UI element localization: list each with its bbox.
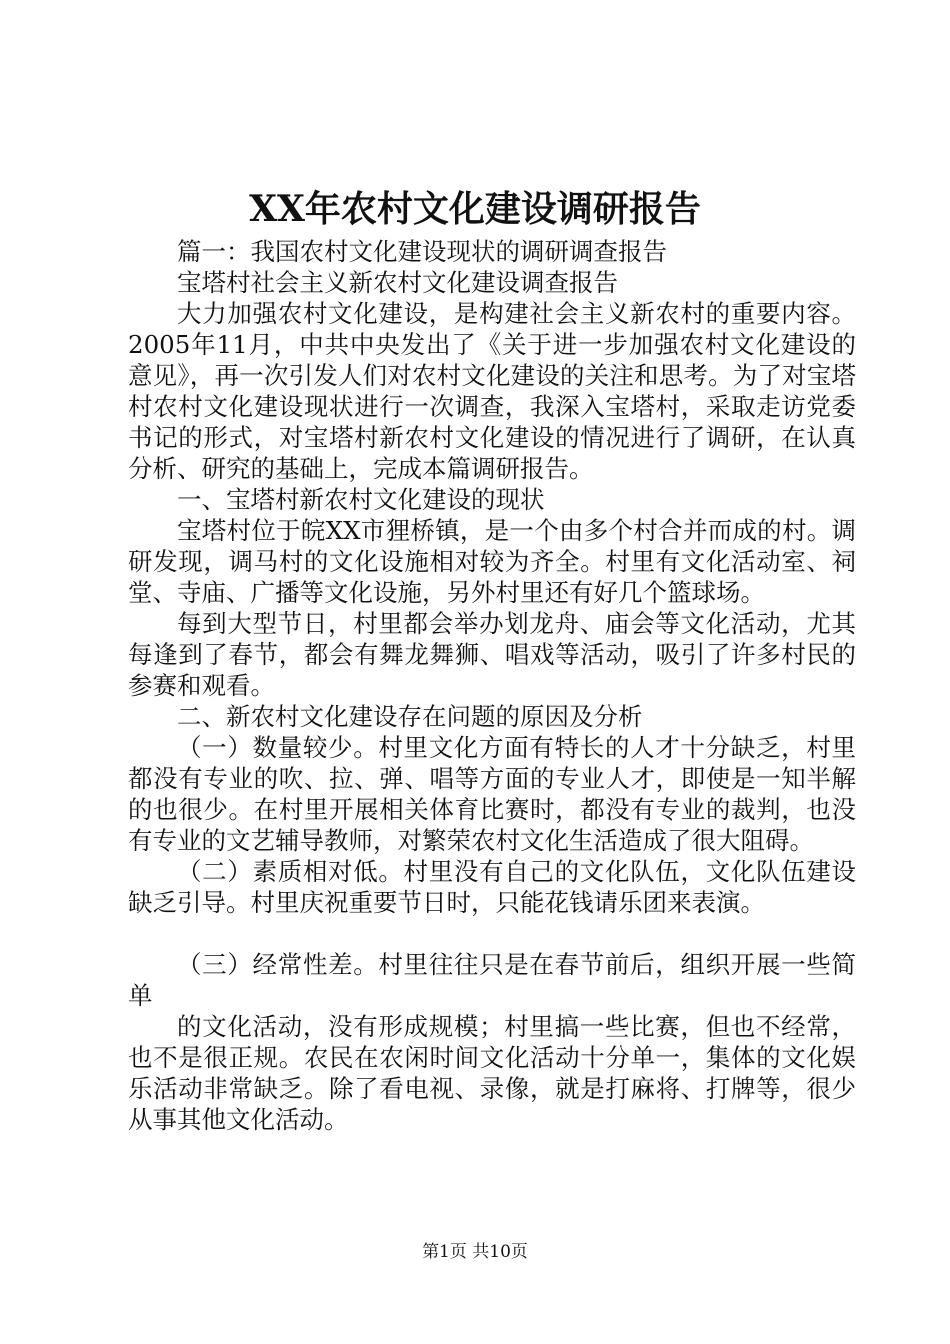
paragraph-point-three: （三）经常性差。村里往往只是在春节前后，组织开展一些简单 (128, 950, 856, 1010)
document-body (128, 236, 856, 1135)
paragraph-village-overview: 宝塔村位于皖XX市狸桥镇，是一个由多个村合并而成的村。调研发现，调马村的文化设施相对较为齐全。村里有文化活动室、祠堂、寺庙、广播等文化设施，另外村里还有好几个篮球场。 (128, 516, 856, 607)
paragraph-section-two-heading: 二、新农村文化建设存在问题的原因及分析 (177, 702, 643, 731)
paragraph-point-one: （一）数量较少。村里文化方面有特长的人才十分缺乏，村里都没有专业的吹、拉、弹、唱等方面的专业人才，即使是一知半解的也很少。在村里开展相关体育比赛时，都没有专业的裁判，也没有专业的文艺辅导教师，对繁荣农村文化生活造成了很大阻碍。 (128, 733, 856, 855)
page-number-footer: 第1页 共10页 (422, 1242, 528, 1262)
paragraph-point-three-continued: 的文化活动，没有形成规模；村里搞一些比赛，但也不经常，也不是很正规。农民在农闲时间文化活动十分单一，集体的文化娱乐活动非常缺乏。除了看电视、录像，就是打麻将、打牌等，很少从事其他文化活动。 (128, 1012, 856, 1134)
paragraph-section-one-heading: 一、宝塔村新农村文化建设的现状 (177, 485, 545, 514)
paragraph-introduction: 大力加强农村文化建设，是构建社会主义新农村的重要内容。2005年11月，中共中央发出了《关于进一步加强农村文化建设的意见》，再一次引发人们对农村文化建设的关注和思考。为了对宝塔村农村文化建设现状进行一次调查，我深入宝塔村，采取走访党委书记的形式，对宝塔村新农村文化建设的情况进行了调研，在认真分析、研究的基础上，完成本篇调研报告。 (128, 299, 856, 483)
paragraph-report-subtitle: 宝塔村社会主义新农村文化建设调查报告 (177, 268, 618, 297)
paragraph-point-two: （二）素质相对低。村里没有自己的文化队伍，文化队伍建设缺乏引导。村里庆祝重要节日时，只能花钱请乐团来表演。 (128, 857, 856, 917)
paragraph-heading-article-one: 篇一：我国农村文化建设现状的调研调查报告 (177, 237, 667, 266)
paragraph-festival-activities: 每到大型节日，村里都会举办划龙舟、庙会等文化活动，尤其每逢到了春节，都会有舞龙舞狮、唱戏等活动，吸引了许多村民的参赛和观看。 (128, 609, 856, 700)
document-title: XX年农村文化建设调研报告 (249, 188, 701, 230)
